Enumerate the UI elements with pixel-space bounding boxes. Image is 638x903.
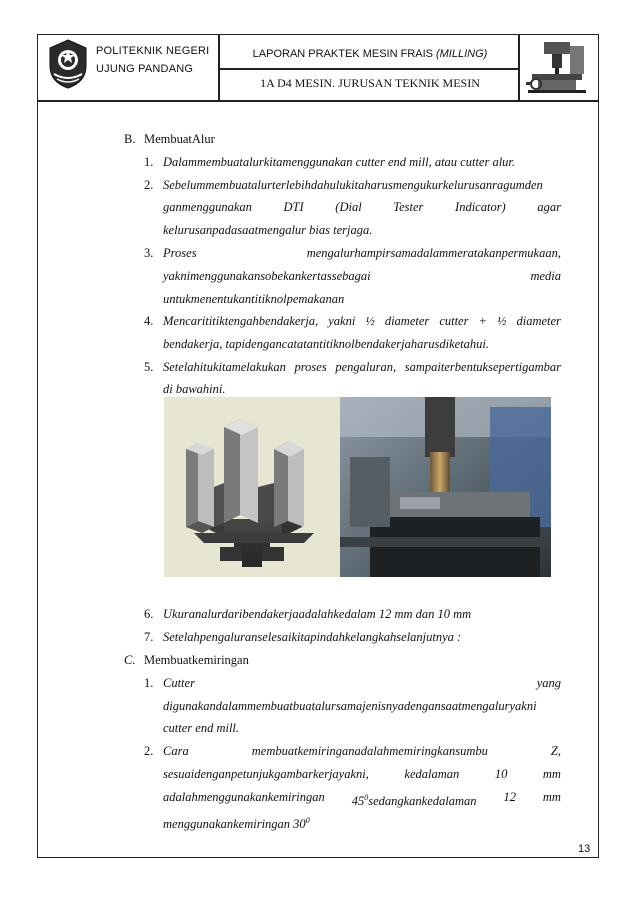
list-item-text: Setelahpengaluranselesaikitapindahkelangkahselanjutnya : <box>163 630 462 644</box>
word: membuatkemiringanadalahmemiringkansumbu <box>251 744 488 758</box>
section-c-heading: Membuatkemiringan <box>144 653 249 667</box>
word: Cara <box>163 744 189 758</box>
word: sesuaidenganpetunjukgambarkerjayakni, <box>163 767 369 781</box>
word: ½ <box>365 314 375 328</box>
word: diameter <box>516 314 561 328</box>
word: mm <box>542 767 561 781</box>
workpiece-3d-icon <box>164 397 340 577</box>
word: Setelahitukitamelakukan <box>163 360 286 374</box>
polytechnic-logo-icon <box>45 38 91 90</box>
page-number: 13 <box>578 843 591 855</box>
milling-photo <box>340 397 551 577</box>
list-item-text: Ukuranalurdaribendakerjaadalahkedalam 12 mm dan 10 mm <box>163 607 472 621</box>
word: diameter <box>384 314 430 328</box>
milling-operation-photo-icon <box>340 397 551 577</box>
word: menggunakankemiringan 30 <box>163 817 306 832</box>
word: Proses <box>163 246 197 260</box>
word: Indicator) <box>455 200 506 214</box>
list-item-text-justified <box>163 360 561 375</box>
list-item-text: cutter end mill. <box>163 721 240 735</box>
section-b-marker: B. <box>124 132 136 146</box>
word: (Dial <box>335 200 362 214</box>
list-number: 1. <box>144 676 154 690</box>
report-title-italic: (MILLING) <box>435 48 488 60</box>
list-number: 6. <box>144 607 154 621</box>
word: kedalaman <box>404 767 460 781</box>
list-item-text-justified <box>163 744 561 759</box>
report-title <box>222 40 518 68</box>
list-item-text: di bawahini. <box>163 382 226 396</box>
word: 10 <box>494 767 508 781</box>
word: yang <box>536 676 561 690</box>
list-item-text-justified <box>163 269 561 284</box>
degree-superscript: 0 <box>364 793 369 802</box>
word: adalahmenggunakankemiringan <box>163 790 325 804</box>
word: + <box>478 314 487 328</box>
word: yaknimenggunakansobekankertassebagai <box>163 269 371 283</box>
list-item-text-justified <box>163 200 561 215</box>
word: Cutter <box>163 676 195 690</box>
list-item-text-justified <box>163 676 561 691</box>
list-item-text: digunakandalammembuatbuatalursamajenisnyadengansaatmengaluryakni <box>163 699 537 713</box>
list-number: 2. <box>144 178 154 192</box>
list-item-text: kelurusanpadasaatmengalur bias terjaga. <box>163 223 373 237</box>
word: sampaiterbentuksepertigambar <box>404 360 561 374</box>
list-item-text-justified <box>163 767 561 782</box>
list-number: 4. <box>144 314 154 328</box>
word: mm <box>542 790 561 804</box>
word: ½ <box>497 314 507 328</box>
list-number: 3. <box>144 246 154 260</box>
list-item-text <box>163 813 310 832</box>
institution-line-2: UJUNG PANDANG <box>96 63 194 75</box>
word: Tester <box>393 200 424 214</box>
list-number: 5. <box>144 360 154 374</box>
list-item-text: Dalammembuatalurkitamenggunakan cutter end mill, atau cutter alur. <box>163 155 516 169</box>
list-item-text-justified <box>163 314 561 329</box>
report-title-text: LAPORAN PRAKTEK MESIN FRAIS <box>252 48 433 60</box>
institution-line-1: POLITEKNIK NEGERI <box>96 45 210 57</box>
list-number: 2. <box>144 744 154 758</box>
word: proses <box>294 360 327 374</box>
list-item-text: Sebelummembuatalurterlebihdahulukitaharusmengukurkelurusanragumden <box>163 178 543 192</box>
angle-with-degree <box>352 790 477 809</box>
degree-superscript: 0 <box>305 816 310 825</box>
milling-machine-icon <box>524 38 590 94</box>
list-item-text: bendakerja, tapidengancatatantitiknolbendakerjaharusdiketahui. <box>163 337 489 351</box>
word: yakni <box>328 314 356 328</box>
institution-name <box>96 42 209 78</box>
list-item-text: untukmenentukantitiknolpemakanan <box>163 292 345 306</box>
word: agar <box>537 200 561 214</box>
word: 45 <box>351 794 365 809</box>
word: 12 <box>503 790 516 804</box>
list-number: 7. <box>144 630 154 644</box>
word: media <box>530 269 561 283</box>
word: Mencarititiktengahbendakerja, <box>163 314 319 328</box>
word: DTI <box>283 200 304 214</box>
list-number: 1. <box>144 155 154 169</box>
word: ganmenggunakan <box>163 200 252 214</box>
word: mengalurhampirsamadalammeratakanpermukaan, <box>306 246 561 260</box>
report-subtitle: 1A D4 MESIN. JURUSAN TEKNIK MESIN <box>260 75 480 90</box>
word: Z, <box>550 744 561 758</box>
list-item-text-justified <box>163 790 561 809</box>
section-c-marker: C. <box>124 653 136 667</box>
workpiece-3d-drawing <box>164 397 340 577</box>
word: sedangkankedalaman <box>368 794 477 809</box>
section-b-heading: MembuatAlur <box>144 132 215 146</box>
header-bottom-rule <box>37 100 599 102</box>
list-item-text-justified <box>163 246 561 261</box>
word: pengaluran, <box>335 360 397 374</box>
word: cutter <box>439 314 469 328</box>
